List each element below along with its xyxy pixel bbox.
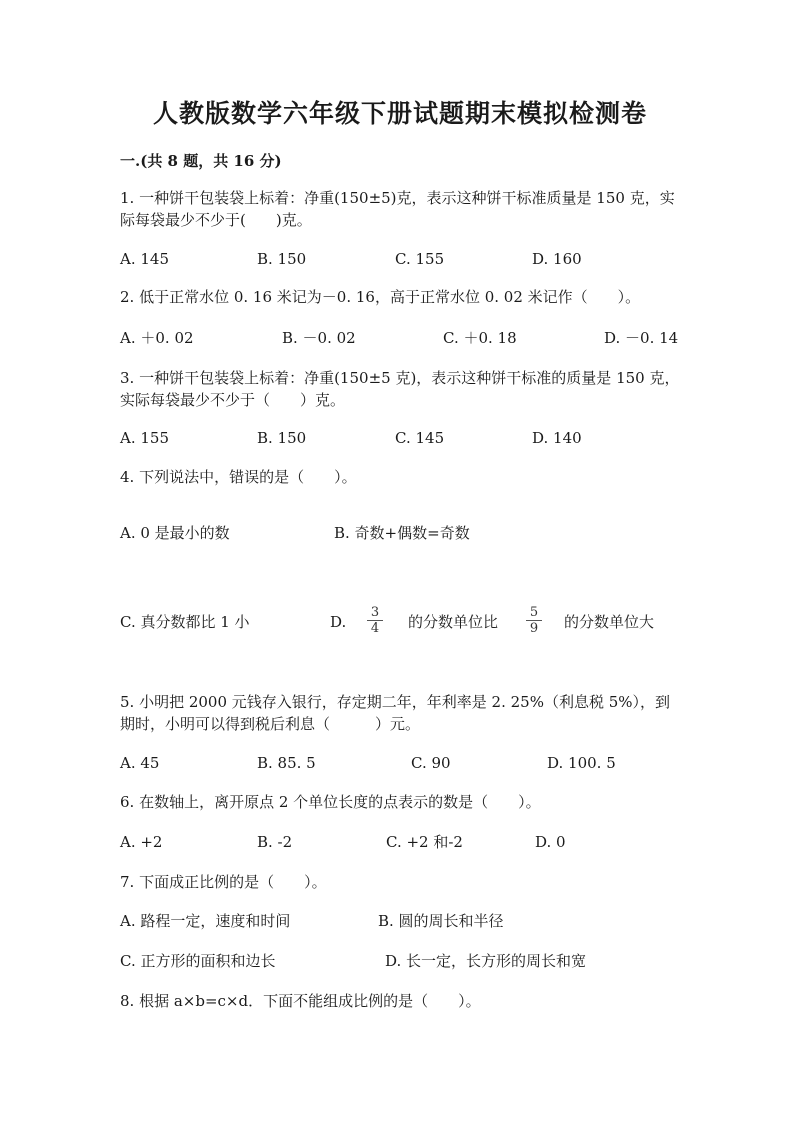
- question-1-stem: 1. 一种饼干包装袋上标着：净重(150±5)克，表示这种饼干标准质量是 150 克，实际每袋最少不少于( )克。: [120, 189, 675, 229]
- page-title: 人教版数学六年级下册试题期末模拟检测卷: [152, 99, 647, 128]
- fraction-denominator: 9: [529, 621, 539, 636]
- fraction-denominator: 4: [370, 621, 380, 636]
- question-3-stem: 3. 一种饼干包装袋上标着：净重(150±5 克)，表示这种饼干标准的质量是 150 克，实际每袋最少不少于（ ）克。: [120, 369, 680, 409]
- q2-option-c: C. ＋0. 18: [443, 329, 517, 347]
- q4-option-c: C. 真分数都比 1 小: [120, 613, 250, 631]
- q5-option-a: A. 45: [120, 754, 160, 772]
- question-7-stem: 7. 下面成正比例的是（ ）。: [120, 873, 327, 891]
- fraction-numerator: 5: [526, 605, 542, 621]
- q5-option-c: C. 90: [411, 754, 451, 772]
- q7-option-d: D. 长一定，长方形的周长和宽: [385, 952, 587, 970]
- question-6-stem: 6. 在数轴上，离开原点 2 个单位长度的点表示的数是（ ）。: [120, 793, 541, 811]
- q6-option-a: A. +2: [120, 833, 163, 851]
- question-8-stem: 8. 根据 a×b=c×d．下面不能组成比例的是（ ）。: [120, 992, 481, 1010]
- q7-option-a: A. 路程一定，速度和时间: [120, 912, 291, 930]
- q4-option-d-fraction-1: [367, 605, 383, 636]
- q7-option-c: C. 正方形的面积和边长: [120, 952, 276, 970]
- q5-option-d: D. 100. 5: [547, 754, 616, 772]
- question-5-stem: 5. 小明把 2000 元钱存入银行，存定期二年，年利率是 2. 25%（利息税 5%），到期时，小明可以得到税后利息（ ）元。: [120, 693, 671, 733]
- section-header: 一.(共 8 题，共 16 分): [120, 152, 282, 170]
- q4-option-d-text-middle: 的分数单位比: [408, 613, 499, 631]
- q6-option-c: C. +2 和-2: [386, 833, 463, 851]
- q4-option-d: D.: [330, 613, 347, 631]
- q1-option-d: D. 160: [532, 250, 582, 268]
- q5-option-b: B. 85. 5: [257, 754, 316, 772]
- q6-option-b: B. -2: [257, 833, 293, 851]
- q1-option-c: C. 155: [395, 250, 445, 268]
- q1-option-b: B. 150: [257, 250, 307, 268]
- q7-option-b: B. 圆的周长和半径: [378, 912, 504, 930]
- q4-option-d-fraction-2: [526, 605, 542, 636]
- fraction-numerator: 3: [367, 605, 383, 621]
- q3-option-a: A. 155: [120, 429, 169, 447]
- q6-option-d: D. 0: [535, 833, 566, 851]
- q3-option-c: C. 145: [395, 429, 445, 447]
- question-2-stem: 2. 低于正常水位 0. 16 米记为－0. 16，高于正常水位 0. 02 米记作（ ）。: [120, 288, 641, 306]
- q3-option-b: B. 150: [257, 429, 307, 447]
- q3-option-d: D. 140: [532, 429, 582, 447]
- q1-option-a: A. 145: [120, 250, 169, 268]
- q4-option-b: B. 奇数+偶数=奇数: [334, 524, 470, 542]
- q2-option-a: A. ＋0. 02: [120, 329, 194, 347]
- q4-option-d-text-end: 的分数单位大: [564, 613, 655, 631]
- q4-option-a: A. 0 是最小的数: [120, 524, 230, 542]
- q2-option-d: D. －0. 14: [604, 329, 679, 347]
- question-4-stem: 4. 下列说法中，错误的是（ ）。: [120, 468, 357, 486]
- q2-option-b: B. －0. 02: [282, 329, 356, 347]
